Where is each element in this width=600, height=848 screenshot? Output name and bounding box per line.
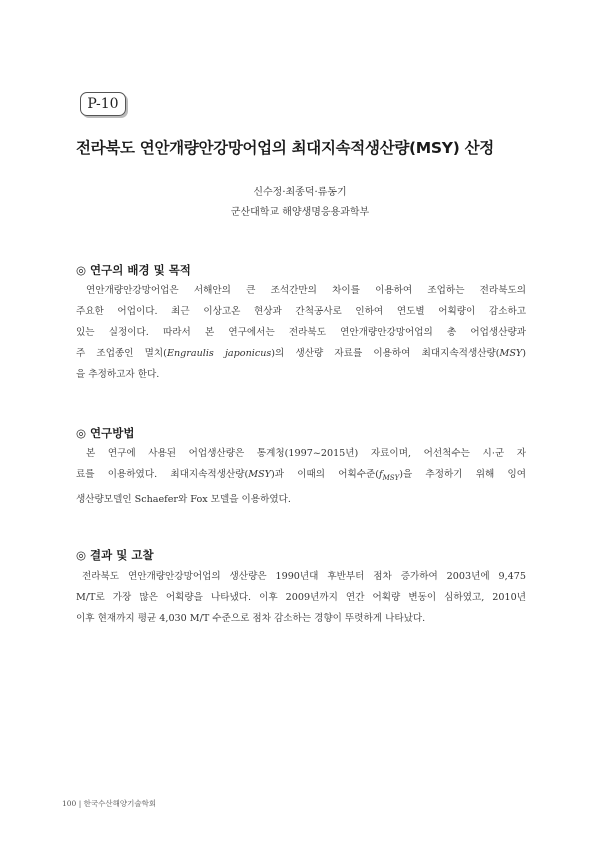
affiliation: 군산대학교 해양생명응용과학부 [230, 207, 370, 218]
body-line: 연안개량안강망어업은 서해안의 큰 조석간만의 차이를 이용하여 조업하는 전라북도의 [86, 285, 526, 296]
body-line: 료를 이용하였다. 최대지속적생산량(MSY)과 이때의 어획수준$(f_{MSY})$을 추정하기 위해 잉여 [76, 469, 526, 482]
species-name: Engraulis japonicus [166, 348, 272, 359]
msy-abbr: MSY [499, 348, 523, 359]
page-footer: 100 | 한국수산해양기술학회 [62, 799, 157, 808]
fmsy-abbr: $f_{MSY}$ [379, 469, 400, 482]
section-heading-background: ◎ 연구의 배경 및 목적 [76, 263, 191, 277]
section-body-background [76, 280, 526, 385]
body-line: 주 조업종인 멸치(Engraulis japonicus)의 생산량 자료를 이용하여 최대지속적생산량(MSY) [76, 348, 526, 359]
body-line: 본 연구에 사용된 어업생산량은 통계청(1997~2015년) 자료이며, 어선척수는 시·군 자 [86, 448, 526, 459]
section-heading-results: ◎ 결과 및 고찰 [76, 548, 154, 562]
paper-title: 전라북도 연안개량안강망어업의 최대지속적생산량(MSY) 산정 [76, 139, 494, 157]
authors: 신수정·최종덕·류동기 [253, 187, 347, 198]
body-line: 주요한 어업이다. 최근 이상고온 현상과 간척공사로 인하여 연도별 어획량이 감소하고 [76, 306, 526, 317]
body-line: M/T로 가장 많은 어획량을 나타냈다. 이후 2009년까지 연간 어획량 변동이 심하였고, 2010년 [76, 592, 526, 603]
msy-abbr: MSY [248, 469, 271, 480]
section-body-methods [76, 443, 526, 510]
section-body-results [76, 566, 526, 629]
body-line: 전라북도 연안개량안강망어업의 생산량은 1990년대 후반부터 점차 증가하여 2003년에 9,475 [82, 571, 526, 582]
body-line: 이후 현재까지 평균 4,030 M/T 수준으로 점차 감소하는 경향이 뚜렷하게 나타났다. [76, 613, 426, 624]
body-line: 생산량모델인 Schaefer와 Fox 모델을 이용하였다. [76, 493, 291, 505]
body-line: 있는 실정이다. 따라서 본 연구에서는 전라북도 연안개량안강망어업의 총 어업생산량과 [76, 327, 526, 338]
body-line: 을 추정하고자 한다. [76, 369, 160, 380]
poster-number-badge: P-10 [80, 92, 126, 116]
section-heading-methods: ◎ 연구방법 [76, 426, 135, 440]
